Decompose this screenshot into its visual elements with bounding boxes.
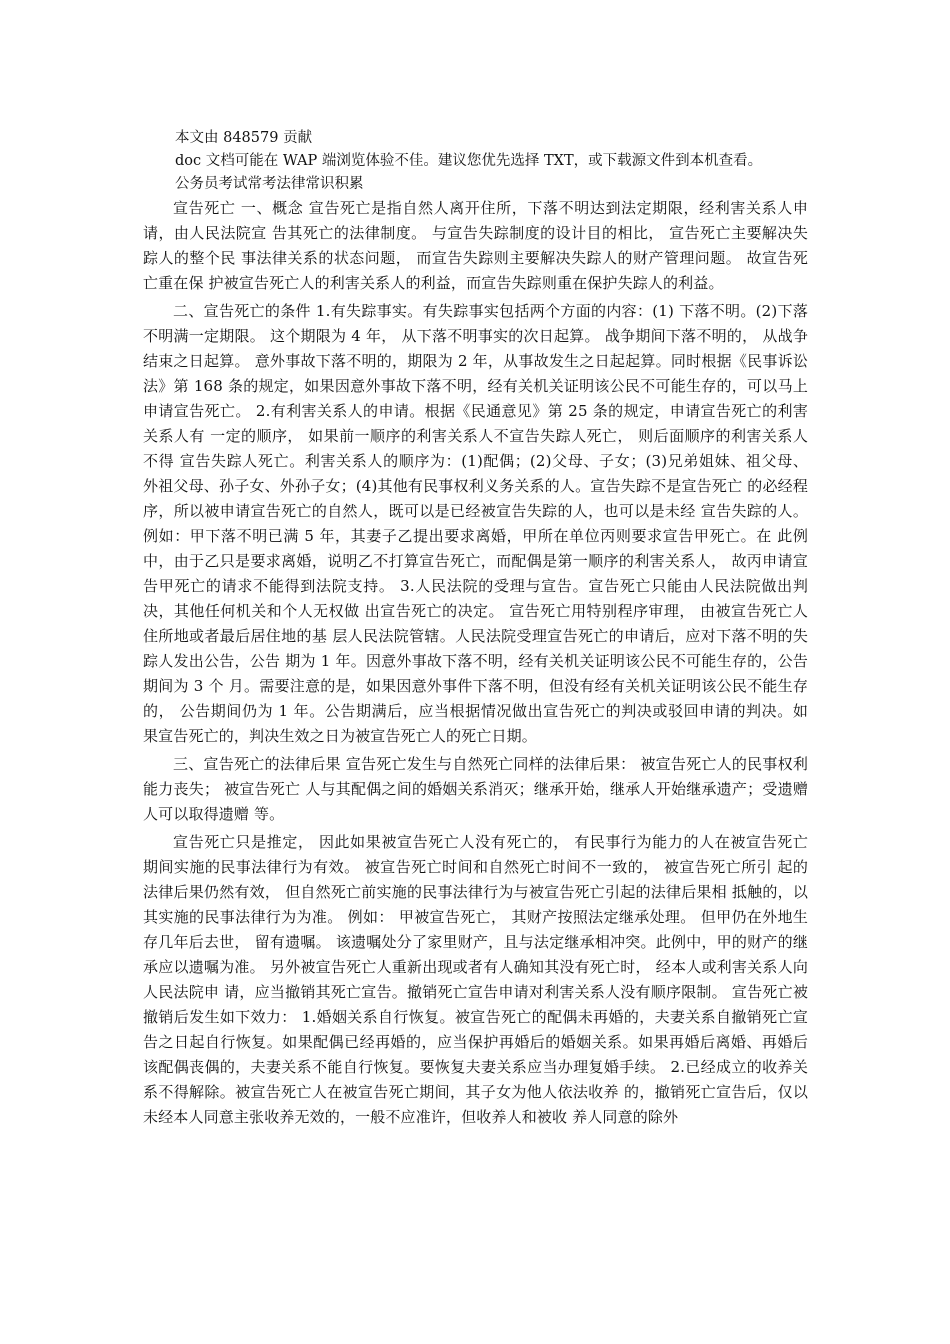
paragraph-legal-consequences: 三、宣告死亡的法律后果 宣告死亡发生与自然死亡同样的法律后果： 被宣告死亡人的民事权利能力丧失； 被宣告死亡 人与其配偶之间的婚姻关系消灭；继承开始，继承人开始继承遗产；受遗赠人可以取得遗赠 等。 (143, 755, 808, 823)
document-header (175, 127, 835, 196)
format-notice-line: doc 文档可能在 WAP 端浏览体验不佳。建议您优先选择 TXT，或下载源文件到本机查看。 (175, 153, 763, 169)
contributor-line: 本文由 848579 贡献 (175, 130, 313, 146)
paragraph-concept: 宣告死亡 一、概念 宣告死亡是指自然人离开住所，下落不明达到法定期限，经利害关系人申请，由人民法院宣 告其死亡的法律制度。 与宣告失踪制度的设计目的相比， 宣告死亡主要解决失踪人的整个民 事法律关系的状态问题， 而宣告失踪则主要解决失踪人的财产管理问题。 故宣告死亡重在保 护被宣告死亡人的利害关系人的利益，而宣告失踪则重在保护失踪人的利益。 (143, 199, 808, 292)
document-title: 公务员考试常考法律常识积累 (175, 176, 364, 192)
document-body (143, 196, 808, 1133)
paragraph-conditions: 二、宣告死亡的条件 1.有失踪事实。有失踪事实包括两个方面的内容：(1) 下落不明。(2)下落不明满一定期限。 这个期限为 4 年， 从下落不明事实的次日起算。 战争期间下落不明的， 从战争结束之日起算。 意外事故下落不明的，期限为 2 年，从事故发生之日起起算。同时根据《民事诉讼法》第 168 条的规定，如果因意外事故下落不明，经有关机关证明该公民不可能生存的，可以马上 申请宣告死亡。 2.有利害关系人的申请。根据《民通意见》第 25 条的规定，申请宣告死亡的利害关系人有 一定的顺序， 如果前一顺序的利害关系人不宣告失踪人死亡， 则后面顺序的利害关系人不得 宣告失踪人死亡。利害关系人的顺序为：(1)配偶；(2)父母、子女；(3)兄弟姐妹、祖父母、 外祖父母、孙子女、外孙子女；(4)其他有民事权利义务关系的人。宣告失踪不是宣告死亡 的必经程序，所以被申请宣告死亡的自然人，既可以是已经被宣告失踪的人，也可以是未经 宣告失踪的人。 例如：甲下落不明已满 5 年，其妻子乙提出要求离婚，甲所在单位丙则要求宣告甲死亡。在 此例中，由于乙只是要求离婚，说明乙不打算宣告死亡，而配偶是第一顺序的利害关系人， 故丙申请宣告甲死亡的请求不能得到法院支持。 3.人民法院的受理与宣告。宣告死亡只能由人民法院做出判决，其他任何机关和个人无权做 出宣告死亡的决定。 宣告死亡用特别程序审理， 由被宣告死亡人住所地或者最后居住地的基 层人民法院管辖。人民法院受理宣告死亡的申请后，应对下落不明的失踪人发出公告，公告 期为 1 年。因意外事故下落不明，经有关机关证明该公民不可能生存的，公告期间为 3 个 月。需要注意的是，如果因意外事件下落不明，但没有经有关机关证明该公民不能生存的， 公告期间仍为 1 年。公告期满后，应当根据情况做出宣告死亡的判决或驳回申请的判决。如 果宣告死亡的，判决生效之日为被宣告死亡人的死亡日期。 (143, 302, 808, 745)
paragraph-presumption-and-revocation: 宣告死亡只是推定， 因此如果被宣告死亡人没有死亡的， 有民事行为能力的人在被宣告死亡 期间实施的民事法律行为有效。 被宣告死亡时间和自然死亡时间不一致的， 被宣告死亡所引 起的法律后果仍然有效， 但自然死亡前实施的民事法律行为与被宣告死亡引起的法律后果相 抵触的，以其实施的民事法律行为为准。 例如： 甲被宣告死亡， 其财产按照法定继承处理。 但甲仍在外地生存几年后去世， 留有遗嘱。 该遗嘱处分了家里财产，且与法定继承相冲突。此例中，甲的财产的继承应以遗嘱为准。 另外被宣告死亡人重新出现或者有人确知其没有死亡时， 经本人或利害关系人向人民法院申 请，应当撤销其死亡宣告。撤销死亡宣告申请对利害关系人没有顺序限制。 宣告死亡被撤销后发生如下效力： 1.婚姻关系自行恢复。被宣告死亡的配偶未再婚的，夫妻关系自撤销死亡宣告之日起自行恢复。如果配偶已经再婚的，应当保护再婚后的婚姻关系。如果再婚后离婚、再婚后该配偶丧偶的，夫妻关系不能自行恢复。要恢复夫妻关系应当办理复婚手续。 2.已经成立的收养关系不得解除。被宣告死亡人在被宣告死亡期间，其子女为他人依法收养 的，撤销死亡宣告后，仅以未经本人同意主张收养无效的，一般不应准许，但收养人和被收 养人同意的除外 (143, 833, 808, 1126)
